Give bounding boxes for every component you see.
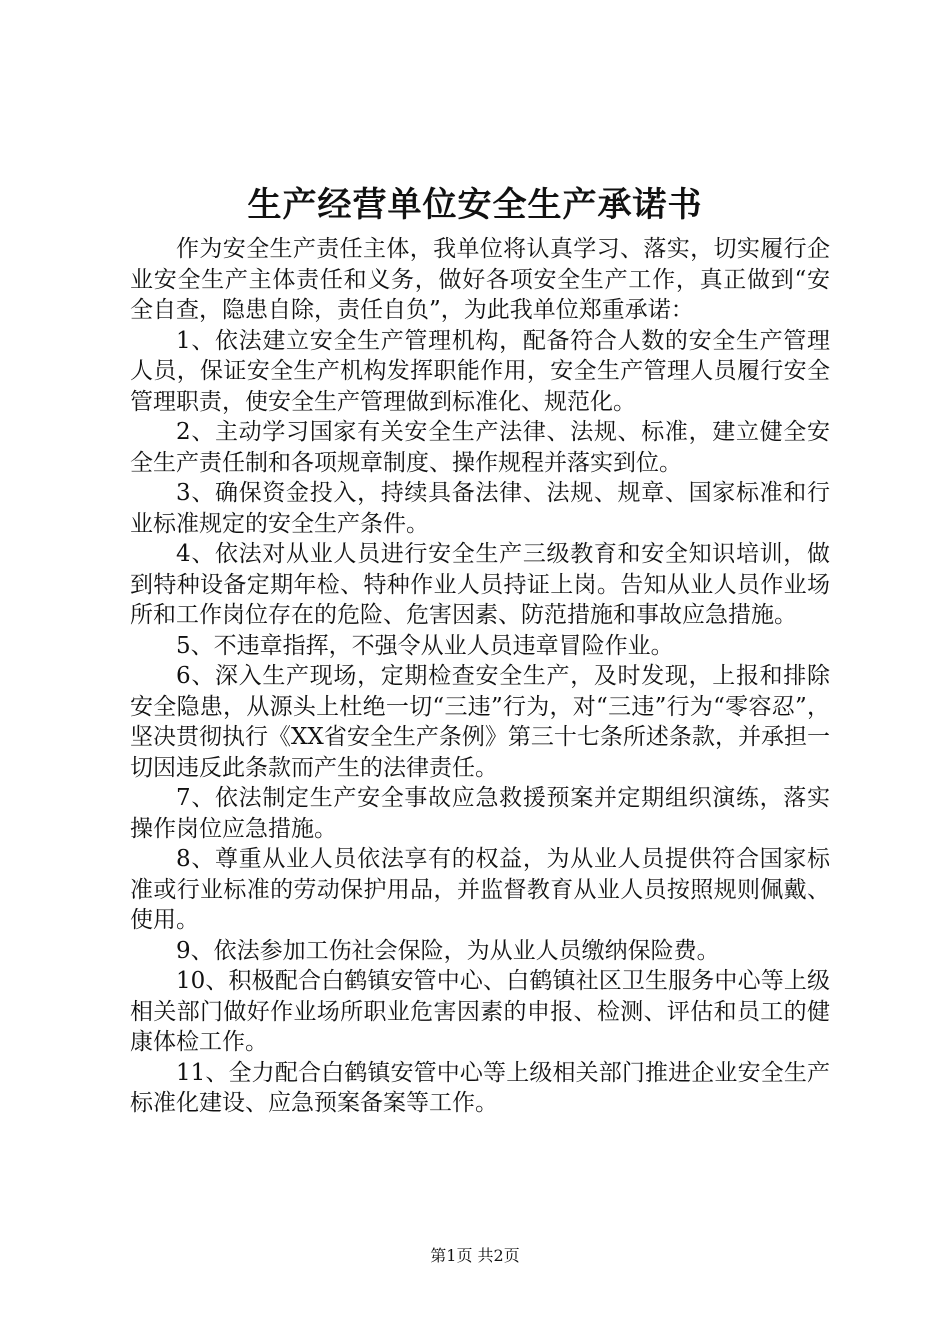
paragraph-item-9: 9、依法参加工伤社会保险，为从业人员缴纳保险费。	[176, 937, 720, 964]
paragraph-intro: 作为安全生产责任主体，我单位将认真学习、落实，切实履行企业安全生产主体责任和义务，做好各项安全生产工作，真正做到“安全自查，隐患自除，责任自负”，为此我单位郑重承诺：	[130, 236, 830, 323]
paragraph-item-4: 4、依法对从业人员进行安全生产三级教育和安全知识培训，做到特种设备定期年检、特种作业人员持证上岗。告知从业人员作业场所和工作岗位存在的危险、危害因素、防范措施和事故应急措施。	[130, 541, 830, 628]
paragraph-item-6: 6、深入生产现场，定期检查安全生产，及时发现，上报和排除安全隐患，从源头上杜绝一切“三违”行为，对“三违”行为“零容忍”，坚决贯彻执行《XX省安全生产条例》第三十七条所述条款，并承担一切因违反此条款而产生的法律责任。	[130, 663, 830, 781]
paragraph-item-8: 8、尊重从业人员依法享有的权益，为从业人员提供符合国家标准或行业标准的劳动保护用品，并监督教育从业人员按照规则佩戴、使用。	[130, 846, 830, 933]
paragraph-item-7: 7、依法制定生产安全事故应急救援预案并定期组织演练，落实操作岗位应急措施。	[130, 785, 830, 842]
paragraph-item-5: 5、不违章指挥，不强令从业人员违章冒险作业。	[176, 632, 674, 659]
document-title: 生产经营单位安全生产承诺书	[247, 185, 703, 225]
paragraph-item-2: 2、主动学习国家有关安全生产法律、法规、标准，建立健全安全生产责任制和各项规章制度、操作规程并落实到位。	[130, 419, 830, 476]
paragraph-item-3: 3、确保资金投入，持续具备法律、法规、规章、国家标准和行业标准规定的安全生产条件。	[130, 480, 830, 537]
paragraph-item-1: 1、依法建立安全生产管理机构，配备符合人数的安全生产管理人员，保证安全生产机构发挥职能作用，安全生产管理人员履行安全管理职责，使安全生产管理做到标准化、规范化。	[130, 327, 830, 415]
page-number-footer: 第1页 共2页	[430, 1246, 520, 1265]
paragraph-item-10: 10、积极配合白鹤镇安管中心、白鹤镇社区卫生服务中心等上级相关部门做好作业场所职业危害因素的申报、检测、评估和员工的健康体检工作。	[130, 968, 830, 1055]
paragraph-item-11: 11、全力配合白鹤镇安管中心等上级相关部门推进企业安全生产标准化建设、应急预案备案等工作。	[130, 1059, 830, 1116]
document-body	[130, 234, 830, 1119]
